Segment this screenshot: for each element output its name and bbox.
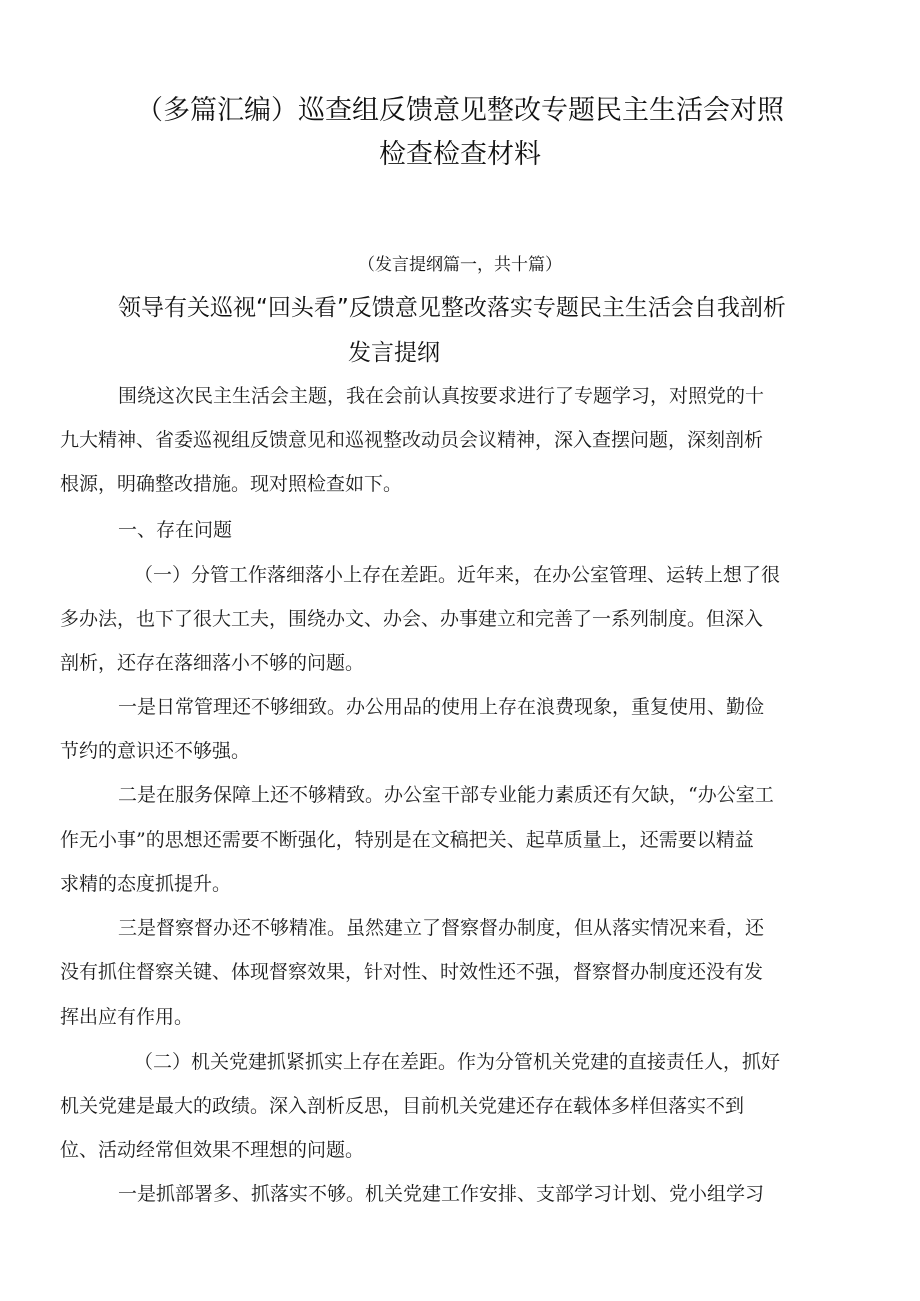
body-line-9: 节约的意识还不够强。 xyxy=(60,740,251,762)
document-title-line-2: 检查检查材料 xyxy=(379,139,541,170)
body-line-6: 多办法，也下了很大工夫，围绕办文、办会、办事建立和完善了一系列制度。但深入 xyxy=(60,608,764,630)
body-line-14: 没有抓住督察关键、体现督察效果，针对性、时效性还不强，督察督办制度还没有发 xyxy=(60,961,764,983)
body-line-17: 机关党建是最大的政绩。深入剖析反思，目前机关党建还存在载体多样但落实不到 xyxy=(60,1095,745,1117)
document-title-line-1: （多篇汇编）巡查组反馈意见整改专题民主生活会对照 xyxy=(136,95,784,126)
body-line-8: 一是日常管理还不够细致。办公用品的使用上存在浪费现象，重复使用、勤俭 xyxy=(118,696,765,718)
body-line-12: 求精的态度抓提升。 xyxy=(60,873,232,895)
body-line-18: 位、活动经常但效果不理想的问题。 xyxy=(60,1139,365,1161)
body-line-7: 剖析，还存在落细落小不够的问题。 xyxy=(60,652,365,674)
body-line-16: （二）机关党建抓紧抓实上存在差距。作为分管机关党建的直接责任人，抓好 xyxy=(134,1051,781,1073)
section-title-line-1: 领导有关巡视“回头看”反馈意见整改落实专题民主生活会自我剖析 xyxy=(118,295,786,321)
body-line-10: 二是在服务保障上还不够精致。办公室干部专业能力素质还有欠缺，“办公室工 xyxy=(118,784,774,806)
body-heading-existing-problems: 一、存在问题 xyxy=(118,519,233,541)
section-note: （发言提纲篇一，共十篇） xyxy=(358,255,562,275)
body-line-1: 围绕这次民主生活会主题，我在会前认真按要求进行了专题学习，对照党的十 xyxy=(118,385,765,407)
body-line-5: （一）分管工作落细落小上存在差距。近年来，在办公室管理、运转上想了很 xyxy=(134,564,781,586)
body-line-13: 三是督察督办还不够精准。虽然建立了督察督办制度，但从落实情况来看，还 xyxy=(118,917,765,939)
body-line-11: 作无小事”的思想还需要不断强化，特别是在文稿把关、起草质量上，还需要以精益 xyxy=(60,829,754,851)
body-line-3: 根源，明确整改措施。现对照检查如下。 xyxy=(60,473,403,495)
body-line-15: 挥出应有作用。 xyxy=(60,1006,194,1028)
body-line-19: 一是抓部署多、抓落实不够。机关党建工作安排、支部学习计划、党小组学习 xyxy=(118,1183,765,1205)
section-title-line-2: 发言提纲 xyxy=(348,340,440,366)
body-line-2: 九大精神、省委巡视组反馈意见和巡视整改动员会议精神，深入查摆问题，深刻剖析 xyxy=(60,429,764,451)
